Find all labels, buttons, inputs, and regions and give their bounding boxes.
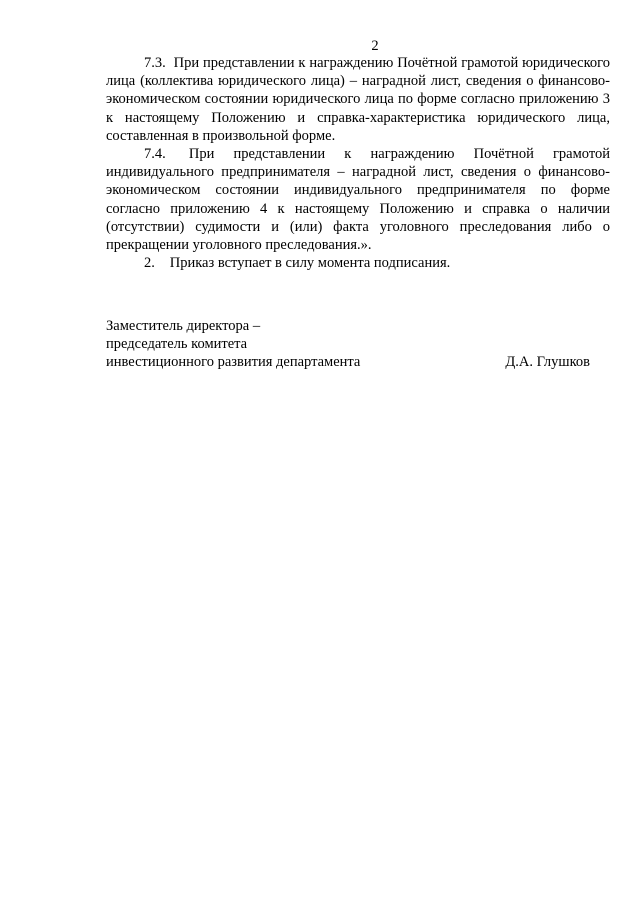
paragraph-text: При представлении к награждению Почётной грамотой юридического лица (коллектива юридического лица) – наградной лист, сведения о финансово-экономическом состоянии юридического лица по форме согласно приложению 3 к настоящему Положению и справка-характеристика юридического лица, составленная в произвольной форме. [106,55,611,144]
page-number: 2 [371,38,379,54]
document-body [106,54,610,272]
signer-position-line-1: Заместитель директора – [106,318,261,334]
paragraph-7-4 [106,145,610,254]
signer-position-line-2: председатель комитета [106,336,248,352]
signer-position-line-3: инвестиционного развития департамента [106,354,361,370]
paragraph-number: 7.3. [144,55,166,71]
paragraph-number: 2. [144,255,155,272]
paragraph-text: Приказ вступает в силу момента подписания. [169,255,451,272]
signer-name: Д.А. Глушков [505,354,590,370]
paragraph-2 [106,254,610,272]
paragraph-7-3 [106,54,610,145]
paragraph-number: 7.4. [144,146,166,163]
signature-block [106,317,590,371]
paragraph-text: При представлении к награждению Почётной грамотой индивидуального предпринимателя – наградной лист, сведения о финансово-экономическом состоянии индивидуального предпринимателя по форме согласно приложению 4 к настоящему Положению и справка о наличии (отсутствии) судимости и (или) факта уголовного преследования либо о прекращении уголовного преследования.». [106,146,611,254]
signer-line [106,353,590,371]
